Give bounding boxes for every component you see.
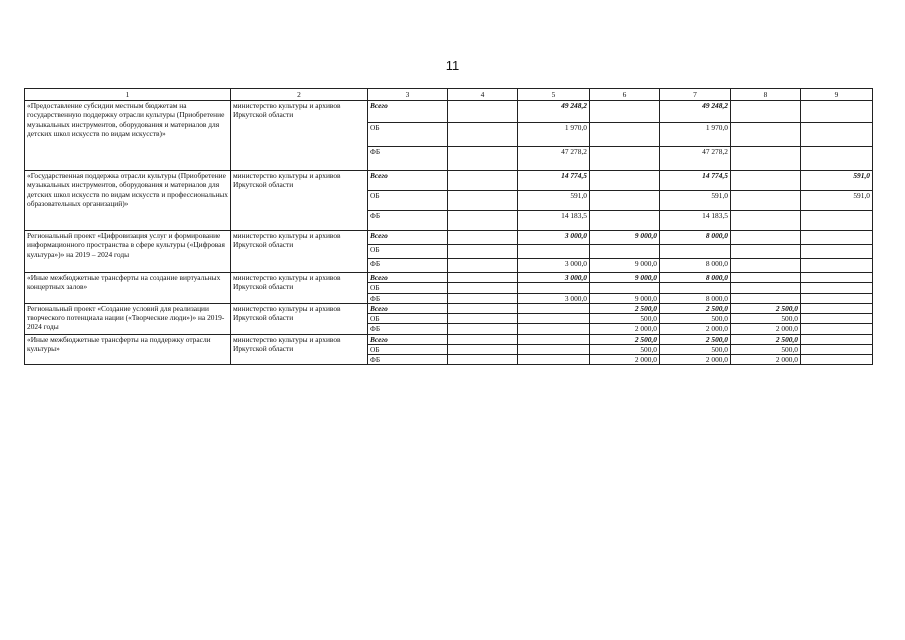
funding-source: ФБ	[368, 147, 448, 171]
value-cell: 14 183,5	[660, 211, 731, 231]
value-cell	[731, 245, 801, 259]
value-cell	[731, 259, 801, 273]
value-cell: 9 000,0	[590, 293, 660, 303]
value-cell: 8 000,0	[660, 231, 731, 245]
measure-description: Региональный проект «Цифровизация услуг и формирование информационного пространства в сфере культуры («Цифровая культура»)» на 2019 – 2024 годы	[25, 231, 231, 273]
value-cell	[801, 259, 873, 273]
value-cell	[801, 101, 873, 123]
funding-source: ОБ	[368, 344, 448, 354]
value-cell	[448, 245, 518, 259]
value-cell	[801, 303, 873, 313]
value-cell: 1 970,0	[660, 123, 731, 147]
value-cell: 3 000,0	[518, 259, 590, 273]
value-cell	[518, 314, 590, 324]
value-cell	[801, 324, 873, 334]
value-cell: 500,0	[731, 314, 801, 324]
value-cell	[448, 101, 518, 123]
funding-source: Всего	[368, 273, 448, 283]
value-cell	[590, 171, 660, 191]
value-cell	[590, 211, 660, 231]
value-cell: 500,0	[590, 314, 660, 324]
value-cell: 2 500,0	[660, 334, 731, 344]
value-cell	[448, 211, 518, 231]
column-header: 5	[518, 89, 590, 101]
value-cell	[731, 191, 801, 211]
executor-cell: министерство культуры и архивов Иркутской области	[231, 231, 368, 273]
value-cell	[448, 171, 518, 191]
value-cell: 2 500,0	[731, 303, 801, 313]
funding-source: ОБ	[368, 123, 448, 147]
funding-source: Всего	[368, 171, 448, 191]
value-cell	[448, 344, 518, 354]
value-cell	[731, 147, 801, 171]
table-row-group	[25, 231, 873, 273]
table-row	[25, 334, 873, 344]
funding-source: ОБ	[368, 245, 448, 259]
value-cell	[801, 344, 873, 354]
executor-cell: министерство культуры и архивов Иркутской области	[231, 334, 368, 365]
table-row-group	[25, 171, 873, 231]
value-cell: 47 278,2	[518, 147, 590, 171]
value-cell	[801, 283, 873, 293]
value-cell	[801, 211, 873, 231]
value-cell: 2 000,0	[660, 355, 731, 365]
table-row	[25, 171, 873, 191]
funding-source: ФБ	[368, 293, 448, 303]
value-cell	[731, 123, 801, 147]
value-cell: 49 248,2	[660, 101, 731, 123]
value-cell	[731, 293, 801, 303]
budget-table	[24, 88, 873, 365]
value-cell	[448, 303, 518, 313]
value-cell	[590, 283, 660, 293]
measure-description: «Государственная поддержка отрасли культуры (Приобретение музыкальных инструментов, оборудования и материалов для детских школ искусств по видам искусств и профессиональных образовательных организаций)»	[25, 171, 231, 231]
value-cell: 3 000,0	[518, 231, 590, 245]
value-cell: 8 000,0	[660, 293, 731, 303]
value-cell	[731, 231, 801, 245]
value-cell	[448, 324, 518, 334]
value-cell: 14 183,5	[518, 211, 590, 231]
value-cell: 2 000,0	[731, 324, 801, 334]
table-row	[25, 231, 873, 245]
value-cell	[448, 123, 518, 147]
executor-cell: министерство культуры и архивов Иркутской области	[231, 101, 368, 171]
value-cell	[660, 283, 731, 293]
table-row	[25, 273, 873, 283]
value-cell	[801, 245, 873, 259]
measure-description: «Предоставление субсидии местным бюджетам на государственную поддержку отрасли культуры (Приобретение музыкальных инструментов, оборудования и материалов для детских школ искусств по видам искусств)»	[25, 101, 231, 171]
value-cell: 9 000,0	[590, 259, 660, 273]
table-row-group	[25, 273, 873, 304]
value-cell	[590, 245, 660, 259]
executor-cell: министерство культуры и архивов Иркутской области	[231, 273, 368, 304]
column-header: 6	[590, 89, 660, 101]
value-cell	[448, 147, 518, 171]
value-cell: 47 278,2	[660, 147, 731, 171]
value-cell	[518, 283, 590, 293]
value-cell	[801, 334, 873, 344]
column-header: 3	[368, 89, 448, 101]
value-cell	[801, 314, 873, 324]
value-cell	[801, 231, 873, 245]
page-number: 11	[445, 58, 460, 73]
funding-source: ФБ	[368, 211, 448, 231]
value-cell	[448, 334, 518, 344]
value-cell	[518, 324, 590, 334]
funding-source: ОБ	[368, 314, 448, 324]
value-cell	[590, 101, 660, 123]
value-cell: 500,0	[590, 344, 660, 354]
column-header: 8	[731, 89, 801, 101]
column-header: 9	[801, 89, 873, 101]
table-row-group	[25, 334, 873, 365]
funding-source: ФБ	[368, 259, 448, 273]
value-cell: 2 000,0	[590, 324, 660, 334]
funding-source: Всего	[368, 101, 448, 123]
funding-source: ФБ	[368, 355, 448, 365]
table-row	[25, 303, 873, 313]
column-header: 4	[448, 89, 518, 101]
value-cell	[448, 191, 518, 211]
executor-cell: министерство культуры и архивов Иркутской области	[231, 303, 368, 334]
header-row	[25, 89, 873, 101]
value-cell: 3 000,0	[518, 293, 590, 303]
value-cell: 2 500,0	[590, 334, 660, 344]
funding-source: Всего	[368, 303, 448, 313]
value-cell: 9 000,0	[590, 273, 660, 283]
value-cell	[731, 171, 801, 191]
table-row-group	[25, 303, 873, 334]
value-cell	[518, 334, 590, 344]
value-cell	[660, 245, 731, 259]
value-cell	[518, 303, 590, 313]
measure-description: «Иные межбюджетные трансферты на поддержку отрасли культуры»	[25, 334, 231, 365]
column-header: 1	[25, 89, 231, 101]
funding-source: Всего	[368, 231, 448, 245]
measure-description: «Иные межбюджетные трансферты на создание виртуальных концертных залов»	[25, 273, 231, 304]
value-cell	[448, 355, 518, 365]
executor-cell: министерство культуры и архивов Иркутской области	[231, 171, 368, 231]
value-cell: 2 500,0	[731, 334, 801, 344]
value-cell	[801, 355, 873, 365]
table-row	[25, 101, 873, 123]
value-cell	[801, 147, 873, 171]
column-header: 7	[660, 89, 731, 101]
value-cell: 591,0	[801, 191, 873, 211]
value-cell	[518, 344, 590, 354]
value-cell	[448, 283, 518, 293]
value-cell: 591,0	[660, 191, 731, 211]
value-cell	[448, 273, 518, 283]
value-cell	[731, 211, 801, 231]
value-cell	[448, 314, 518, 324]
value-cell: 8 000,0	[660, 273, 731, 283]
value-cell	[448, 231, 518, 245]
value-cell: 2 000,0	[590, 355, 660, 365]
value-cell	[801, 293, 873, 303]
value-cell	[731, 101, 801, 123]
value-cell: 9 000,0	[590, 231, 660, 245]
funding-source: ОБ	[368, 191, 448, 211]
value-cell	[731, 283, 801, 293]
value-cell	[590, 191, 660, 211]
value-cell: 2 500,0	[660, 303, 731, 313]
funding-source: ОБ	[368, 283, 448, 293]
value-cell: 3 000,0	[518, 273, 590, 283]
value-cell	[518, 245, 590, 259]
value-cell	[801, 273, 873, 283]
value-cell: 500,0	[660, 314, 731, 324]
value-cell	[518, 355, 590, 365]
value-cell	[448, 293, 518, 303]
value-cell: 2 000,0	[731, 355, 801, 365]
value-cell: 1 970,0	[518, 123, 590, 147]
measure-description: Региональный проект «Создание условий для реализации творческого потенциала нации («Творческие люди»)» на 2019-2024 годы	[25, 303, 231, 334]
value-cell: 2 500,0	[590, 303, 660, 313]
value-cell	[448, 259, 518, 273]
value-cell	[801, 123, 873, 147]
value-cell	[731, 273, 801, 283]
value-cell: 500,0	[660, 344, 731, 354]
column-header: 2	[231, 89, 368, 101]
table-row-group	[25, 101, 873, 171]
value-cell: 2 000,0	[660, 324, 731, 334]
value-cell	[590, 123, 660, 147]
value-cell: 500,0	[731, 344, 801, 354]
value-cell: 49 248,2	[518, 101, 590, 123]
value-cell: 14 774,5	[518, 171, 590, 191]
value-cell: 591,0	[801, 171, 873, 191]
funding-source: Всего	[368, 334, 448, 344]
value-cell: 591,0	[518, 191, 590, 211]
value-cell: 14 774,5	[660, 171, 731, 191]
value-cell	[590, 147, 660, 171]
funding-source: ФБ	[368, 324, 448, 334]
value-cell: 8 000,0	[660, 259, 731, 273]
